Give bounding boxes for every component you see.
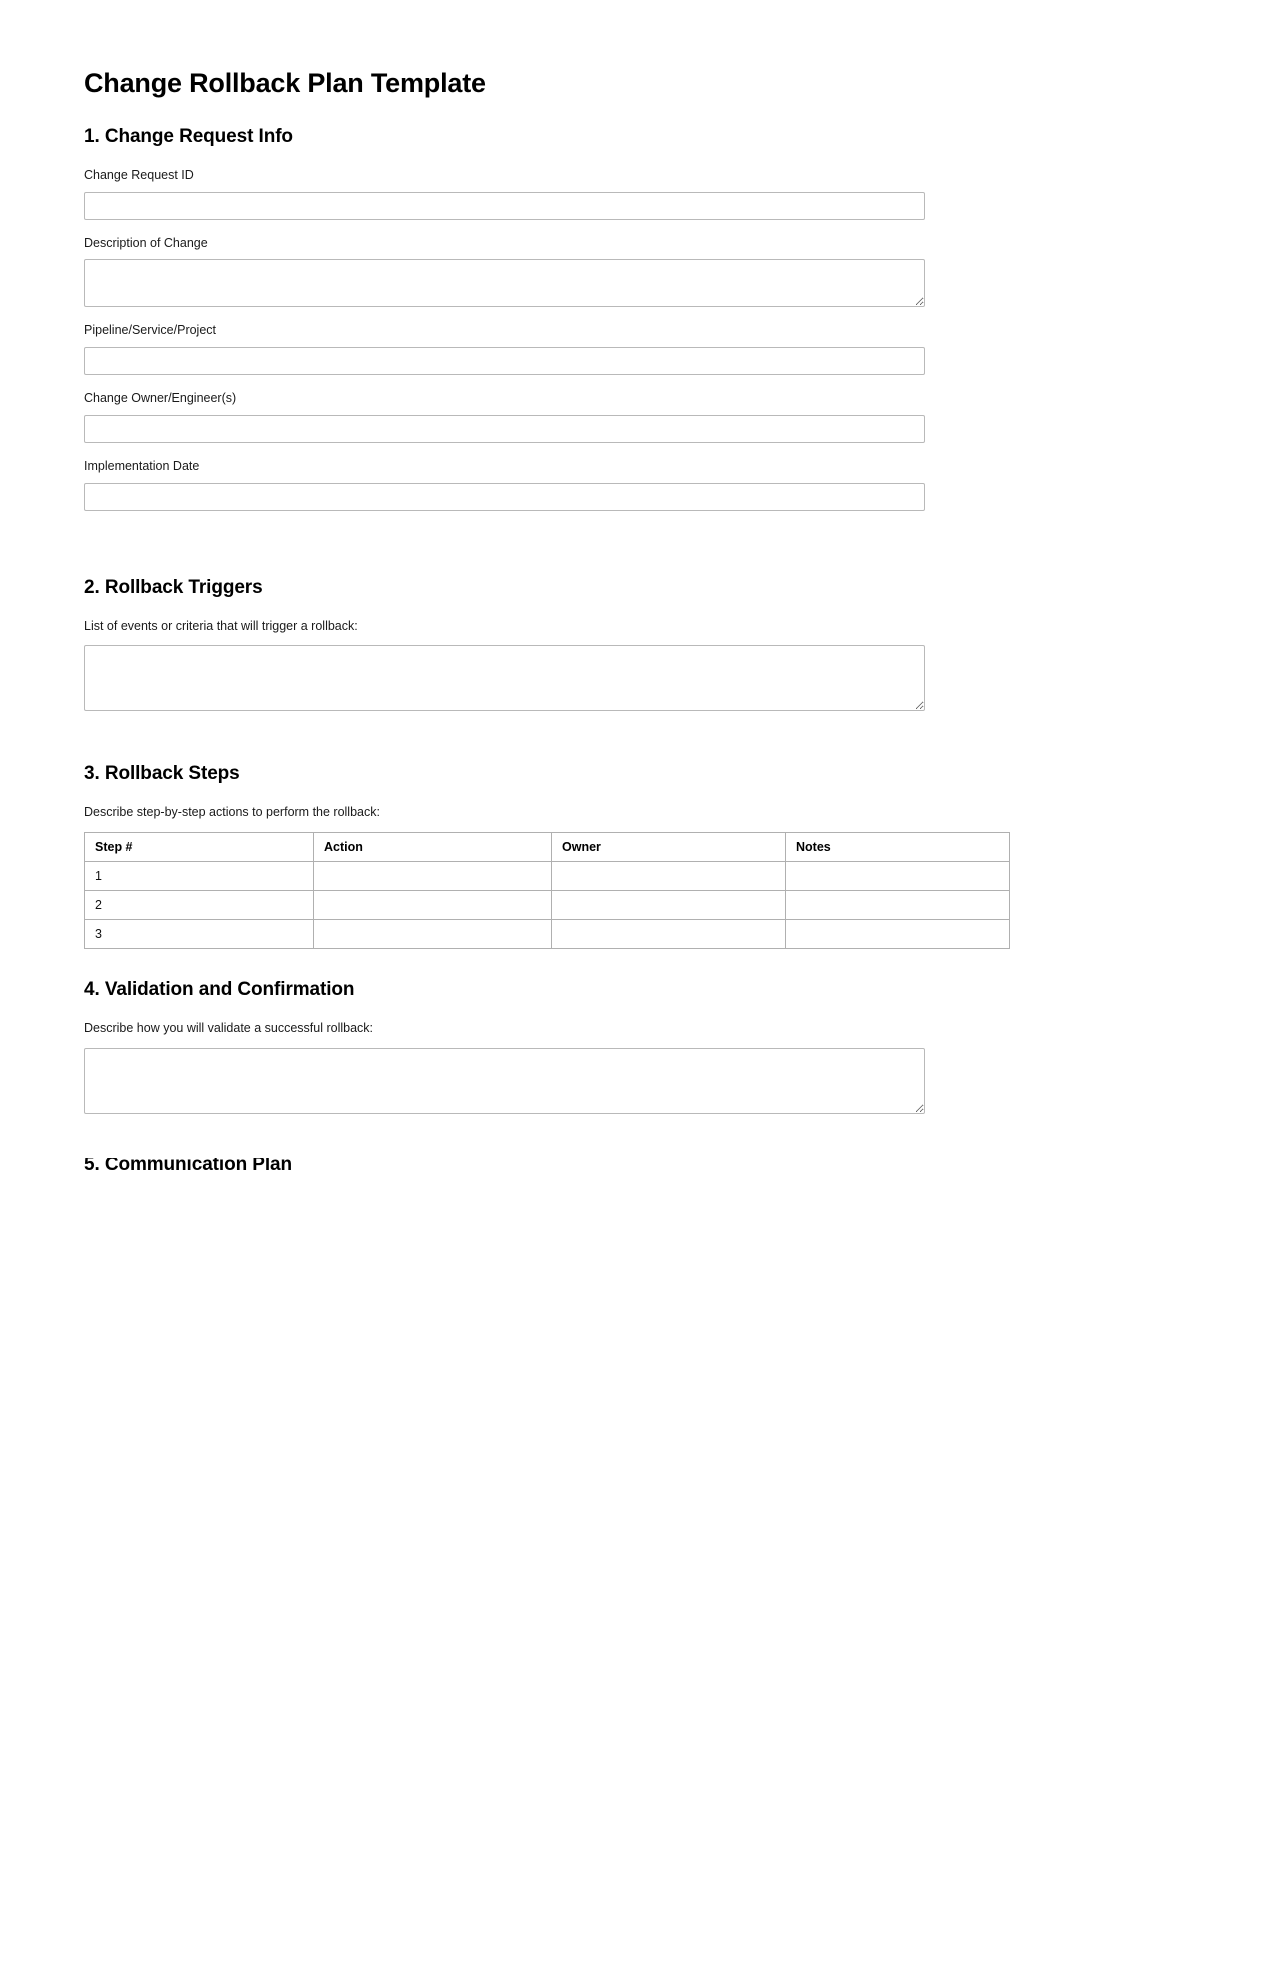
table-row: [85, 920, 1010, 949]
cell-owner[interactable]: [552, 891, 786, 920]
label-pipeline-service-project: Pipeline/Service/Project: [84, 323, 217, 338]
input-pipeline-service-project[interactable]: [84, 347, 925, 375]
cell-step: 2: [85, 891, 314, 920]
section-heading-change-request-info: 1. Change Request Info: [84, 125, 293, 147]
section-spacer: [84, 1114, 925, 1158]
cell-action[interactable]: [314, 891, 552, 920]
section-rollback-steps: [84, 763, 925, 949]
cell-owner[interactable]: [552, 920, 786, 949]
field-implementation-date: [84, 457, 925, 511]
table-body: [85, 862, 1010, 949]
section-rollback-triggers: [84, 577, 925, 712]
label-change-request-id: Change Request ID: [84, 167, 194, 182]
column-header-action: Action: [314, 833, 552, 862]
section-spacer: [84, 711, 925, 763]
table-row: [85, 862, 1010, 891]
table-header-row: [85, 833, 1010, 862]
section-communication-plan: [84, 1158, 925, 1182]
input-change-owner-engineers[interactable]: [84, 415, 925, 443]
column-header-step: Step #: [85, 833, 314, 862]
textarea-rollback-triggers[interactable]: [84, 645, 925, 711]
input-implementation-date[interactable]: [84, 483, 925, 511]
input-change-request-id[interactable]: [84, 192, 925, 220]
cell-notes[interactable]: [786, 862, 1010, 891]
field-pipeline-service-project: [84, 321, 925, 375]
document-content: [0, 0, 1009, 1182]
label-change-owner-engineers: Change Owner/Engineer(s): [84, 391, 237, 406]
cell-action[interactable]: [314, 862, 552, 891]
field-change-request-id: [84, 166, 925, 220]
cell-step: 1: [85, 862, 314, 891]
section-validation-and-confirmation: [84, 979, 925, 1114]
field-description-of-change: [84, 234, 925, 308]
helper-rollback-triggers: List of events or criteria that will trigger a rollback:: [84, 618, 358, 633]
cell-notes[interactable]: [786, 891, 1010, 920]
cell-action[interactable]: [314, 920, 552, 949]
section-heading-rollback-triggers: 2. Rollback Triggers: [84, 576, 263, 598]
section-heading-communication-plan: 5. Communication Plan: [84, 1157, 292, 1175]
cell-owner[interactable]: [552, 862, 786, 891]
textarea-description-of-change[interactable]: [84, 259, 925, 307]
page-title: Change Rollback Plan Template: [84, 68, 486, 98]
cell-step: 3: [85, 920, 314, 949]
section-heading-rollback-steps: 3. Rollback Steps: [84, 763, 240, 785]
cell-notes[interactable]: [786, 920, 1010, 949]
column-header-notes: Notes: [786, 833, 1010, 862]
label-implementation-date: Implementation Date: [84, 458, 200, 473]
section-change-request-info: [84, 126, 925, 511]
helper-validation-and-confirmation: Describe how you will validate a successful rollback:: [84, 1021, 374, 1036]
textarea-validation-and-confirmation[interactable]: [84, 1048, 925, 1114]
table-header: [85, 833, 1010, 862]
table-row: [85, 891, 1010, 920]
helper-rollback-steps: Describe step-by-step actions to perform the rollback:: [84, 805, 380, 820]
section-spacer: [84, 949, 925, 979]
column-header-owner: Owner: [552, 833, 786, 862]
section-heading-validation-and-confirmation: 4. Validation and Confirmation: [84, 979, 355, 1001]
rollback-steps-table: [84, 832, 1010, 949]
field-change-owner-engineers: [84, 389, 925, 443]
label-description-of-change: Description of Change: [84, 235, 208, 250]
section-spacer: [84, 525, 925, 577]
